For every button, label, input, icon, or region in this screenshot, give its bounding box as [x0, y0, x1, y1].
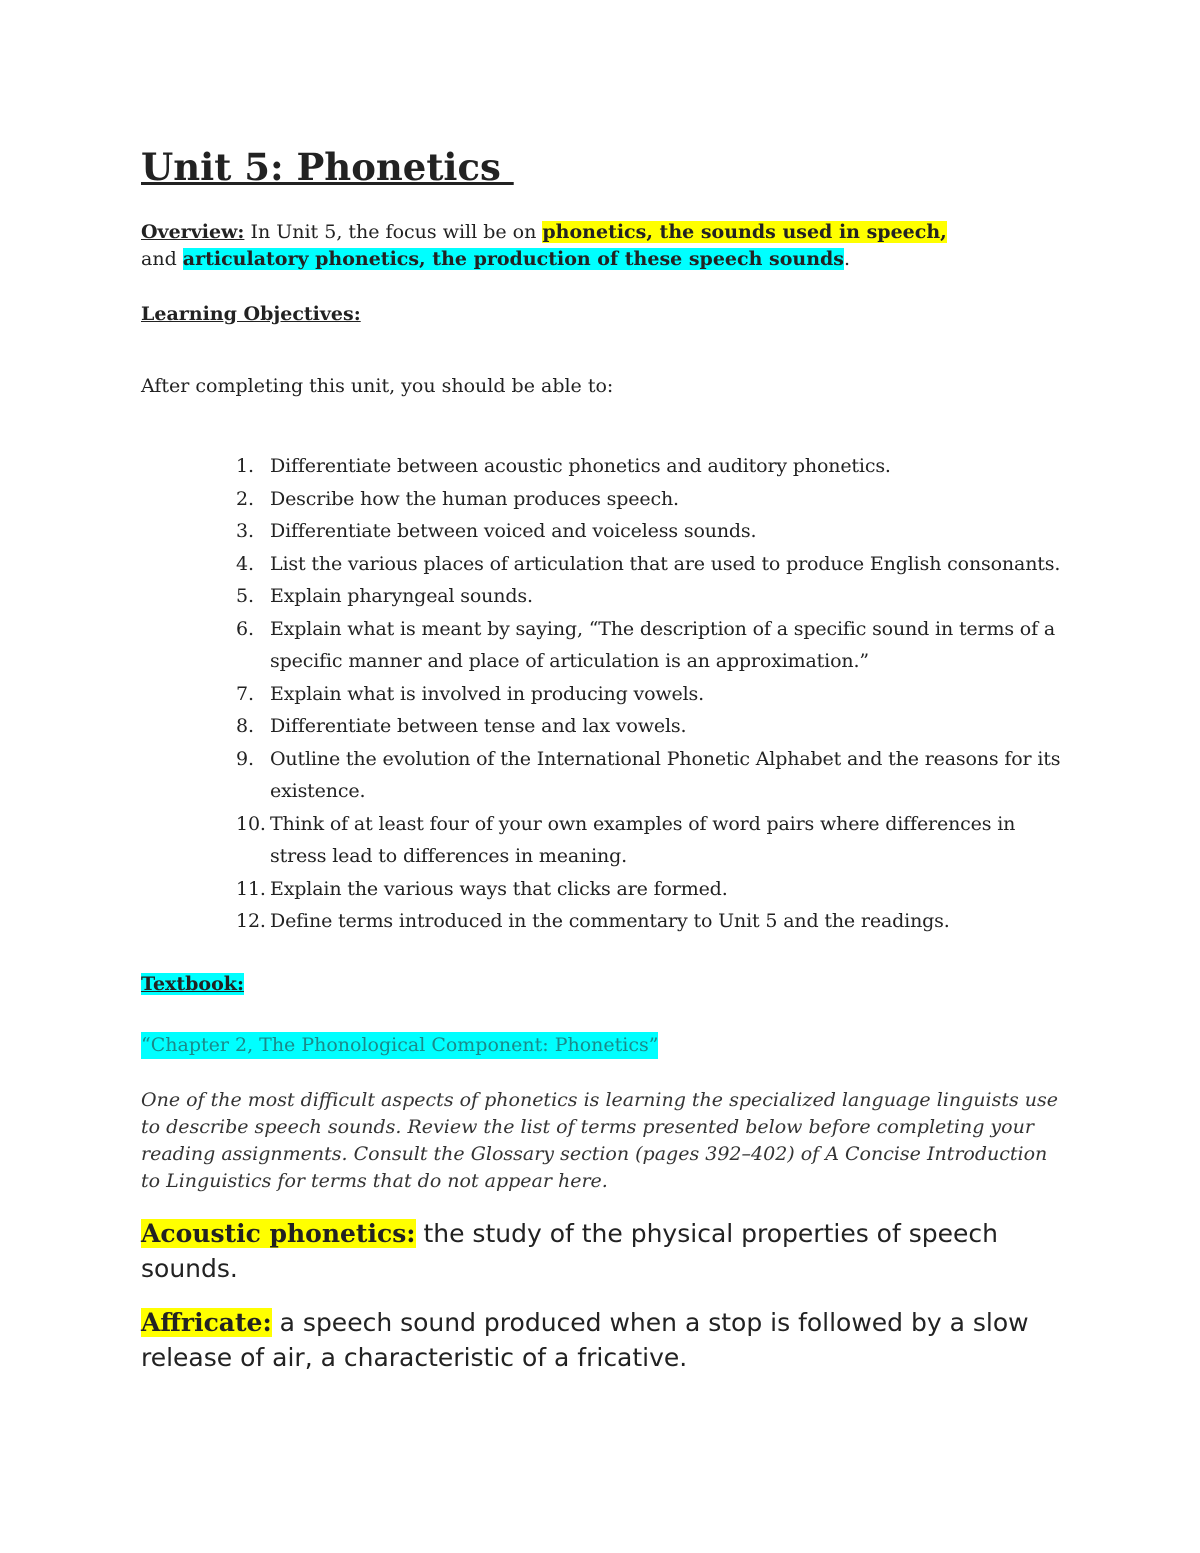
textbook-chapter-text: “Chapter 2, The Phonological Component: Phonetics”	[141, 1034, 659, 1056]
overview-and: and	[141, 248, 183, 270]
list-item-number: 7.	[236, 682, 254, 705]
terms-introduction: One of the most difficult aspects of phonetics is learning the specialized language linguists use to describe speech sounds. Review the list of terms presented below before completing your reading assignments. Consult the Glossary section (pages 392–402) of A Concise Introduction to Linguistics for terms that do not appear here.	[141, 1089, 1058, 1192]
list-item-text: Define terms introduced in the commentary to Unit 5 and the readings.	[270, 910, 950, 932]
glossary-term-definition: the study of the physical properties of speech sounds.	[141, 1219, 998, 1283]
list-item-number: 4.	[236, 552, 254, 575]
list-item-text: List the various places of articulation that are used to produce English consonants.	[270, 552, 1061, 575]
list-item-text: Differentiate between tense and lax vowels.	[270, 715, 687, 737]
list-item	[236, 483, 1066, 516]
list-item-text: Explain what is involved in producing vowels.	[270, 682, 705, 705]
list-item	[236, 710, 1066, 743]
list-item-text: Explain pharyngeal sounds.	[270, 585, 533, 607]
list-item-text: Think of at least four of your own examples of word pairs where differences in stress lead to differences in meaning.	[270, 812, 1016, 867]
list-item-number: 3.	[236, 520, 254, 542]
list-item-number: 10.	[236, 812, 266, 835]
glossary-term	[141, 1216, 1081, 1286]
overview-text: In Unit 5, the focus will be on	[244, 221, 543, 243]
list-item	[236, 743, 1066, 808]
list-item-text: Differentiate between acoustic phonetics and auditory phonetics.	[270, 455, 891, 477]
overview-period: .	[844, 248, 851, 270]
list-item-text: Outline the evolution of the International Phonetic Alphabet and the reasons for its existence.	[270, 747, 1061, 802]
textbook-chapter	[141, 1032, 658, 1059]
textbook-heading-text: Textbook:	[141, 973, 244, 995]
list-item	[236, 678, 1066, 711]
glossary-term-definition: a speech sound produced when a stop is followed by a slow release of air, a characteristic of a fricative.	[141, 1308, 1029, 1372]
list-item-number: 8.	[236, 715, 254, 737]
list-item-text: Differentiate between voiced and voiceless sounds.	[270, 520, 757, 542]
overview-line-1	[141, 219, 947, 246]
list-item-number: 2.	[236, 487, 254, 510]
list-item-number: 12.	[236, 910, 266, 932]
list-item	[236, 515, 1066, 548]
page-title: Unit 5: Phonetics	[141, 145, 514, 189]
list-item-number: 11.	[236, 877, 266, 900]
list-item-number: 9.	[236, 747, 254, 770]
list-item-text: Describe how the human produces speech.	[270, 487, 679, 510]
overview-highlight-phonetics: phonetics, the sounds used in speech,	[542, 221, 947, 243]
glossary-term-name: Acoustic phonetics:	[141, 1219, 416, 1248]
learning-objectives-heading: Learning Objectives:	[141, 303, 361, 325]
list-item-number: 1.	[236, 455, 254, 477]
overview-highlight-articulatory: articulatory phonetics, the production of these speech sounds	[182, 248, 844, 270]
list-item	[236, 873, 1066, 906]
list-item	[236, 450, 1066, 483]
list-item-number: 6.	[236, 617, 254, 640]
glossary-term	[141, 1305, 1081, 1375]
list-item	[236, 580, 1066, 613]
list-item	[236, 808, 1066, 873]
overview-label: Overview:	[141, 221, 245, 243]
overview-line-2	[141, 246, 850, 273]
list-item-text: Explain the various ways that clicks are formed.	[270, 877, 728, 900]
list-item	[236, 905, 1066, 938]
textbook-heading	[141, 971, 244, 998]
list-item	[236, 613, 1066, 678]
glossary-term-name: Affricate:	[141, 1308, 272, 1337]
list-item-number: 5.	[236, 585, 254, 607]
list-item-text: Explain what is meant by saying, “The description of a specific sound in terms of a specific manner and place of articulation is an approximation.”	[270, 617, 1056, 672]
list-item	[236, 548, 1066, 581]
objectives-list	[236, 450, 1066, 938]
objectives-intro: After completing this unit, you should be able to:	[141, 375, 614, 397]
